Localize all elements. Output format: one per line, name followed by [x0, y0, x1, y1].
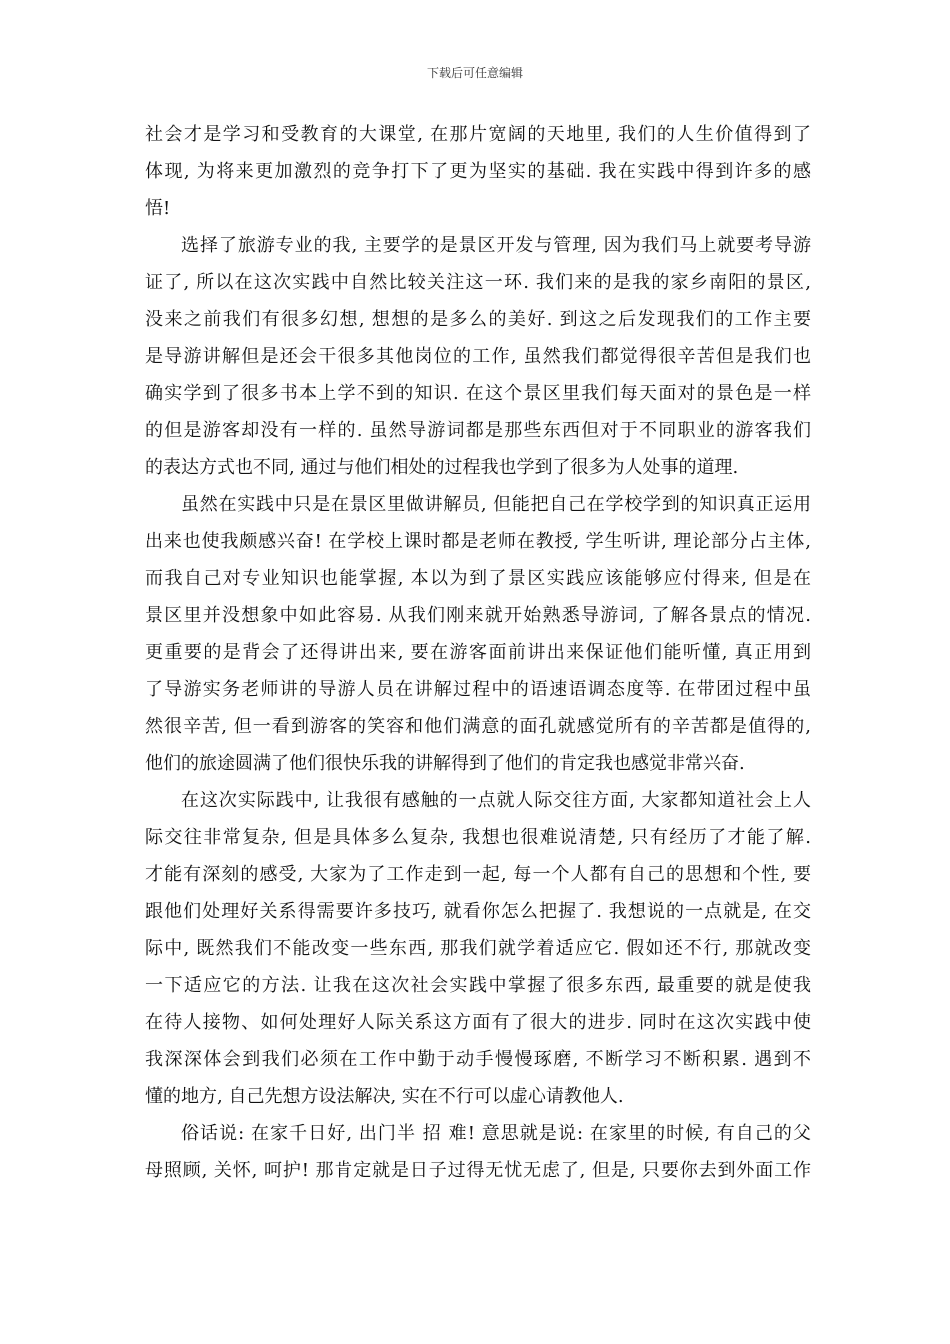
text-line: 景区里并没想象中如此容易. 从我们刚来就开始熟悉导游词, 了解各景点的情况.: [145, 605, 811, 626]
text-line: 际交往非常复杂, 但是具体多么复杂, 我想也很难说清楚, 只有经历了才能了解.: [145, 827, 811, 848]
text-line: 更重要的是背会了还得讲出来, 要在游客面前讲出来保证他们能听懂, 真正用到: [145, 642, 811, 663]
text-line: 才能有深刻的感受, 大家为了工作走到一起, 每一个人都有自己的思想和个性, 要: [145, 864, 811, 885]
text-line: 在这次实际践中, 让我很有感触的一点就人际交往方面, 大家都知道社会上人: [181, 790, 811, 811]
paragraph-2: [145, 227, 811, 486]
text-line: 然很辛苦, 但一看到游客的笑容和他们满意的面孔就感觉所有的辛苦都是值得的,: [145, 716, 811, 737]
text-line: 母照顾, 关怀, 呵护! 那肯定就是日子过得无忧无虑了, 但是, 只要你去到外面工作: [145, 1160, 811, 1181]
text-line: 俗话说: 在家千日好, 出门半 招 难! 意思就是说: 在家里的时候, 有自己的父: [181, 1123, 811, 1144]
text-line: 没来之前我们有很多幻想, 想想的是多么的美好. 到这之后发现我们的工作主要: [145, 309, 811, 330]
text-line: 在待人接物、如何处理好人际关系这方面有了很大的进步. 同时在这次实践中使: [145, 1012, 811, 1033]
text-line: 确实学到了很多书本上学不到的知识. 在这个景区里我们每天面对的景色是一样: [145, 383, 811, 404]
text-line: 出来也使我颇感兴奋! 在学校上课时都是老师在教授, 学生听讲, 理论部分占主体,: [145, 531, 811, 552]
text-line: 虽然在实践中只是在景区里做讲解员, 但能把自己在学校学到的知识真正运用: [181, 494, 811, 515]
text-line: 是导游讲解但是还会干很多其他岗位的工作, 虽然我们都觉得很辛苦但是我们也: [145, 346, 811, 367]
text-line: 的表达方式也不同, 通过与他们相处的过程我也学到了很多为人处事的道理.: [145, 457, 739, 478]
text-line: 我深深体会到我们必须在工作中勤于动手慢慢琢磨, 不断学习不断积累. 遇到不: [145, 1049, 811, 1070]
paragraph-5: [145, 1115, 811, 1189]
paragraph-4: [145, 782, 811, 1115]
paragraph-1: [145, 116, 811, 227]
page-header: 下载后可任意编辑: [426, 66, 523, 80]
text-line: 悟!: [145, 198, 171, 219]
paragraph-3: [145, 486, 811, 782]
text-line: 的但是游客却没有一样的. 虽然导游词都是那些东西但对于不同职业的游客我们: [145, 420, 811, 441]
text-line: 选择了旅游专业的我, 主要学的是景区开发与管理, 因为我们马上就要考导游: [181, 235, 811, 256]
text-line: 体现, 为将来更加激烈的竞争打下了更为坚实的基础. 我在实践中得到许多的感: [145, 161, 811, 182]
text-line: 证了, 所以在这次实践中自然比较关注这一环. 我们来的是我的家乡南阳的景区,: [145, 272, 811, 293]
document-body: [145, 116, 811, 1189]
text-line: 社会才是学习和受教育的大课堂, 在那片宽阔的天地里, 我们的人生价值得到了: [145, 124, 811, 145]
text-line: 跟他们处理好关系得需要许多技巧, 就看你怎么把握了. 我想说的一点就是, 在交: [145, 901, 811, 922]
text-line: 而我自己对专业知识也能掌握, 本以为到了景区实践应该能够应付得来, 但是在: [145, 568, 811, 589]
text-line: 一下适应它的方法. 让我在这次社会实践中掌握了很多东西, 最重要的就是使我: [145, 975, 811, 996]
text-line: 际中, 既然我们不能改变一些东西, 那我们就学着适应它. 假如还不行, 那就改变: [145, 938, 811, 959]
text-line: 懂的地方, 自己先想方设法解决, 实在不行可以虚心请教他人.: [145, 1086, 624, 1107]
text-line: 了导游实务老师讲的导游人员在讲解过程中的语速语调态度等. 在带团过程中虽: [145, 679, 811, 700]
text-line: 他们的旅途圆满了他们很快乐我的讲解得到了他们的肯定我也感觉非常兴奋.: [145, 753, 745, 774]
